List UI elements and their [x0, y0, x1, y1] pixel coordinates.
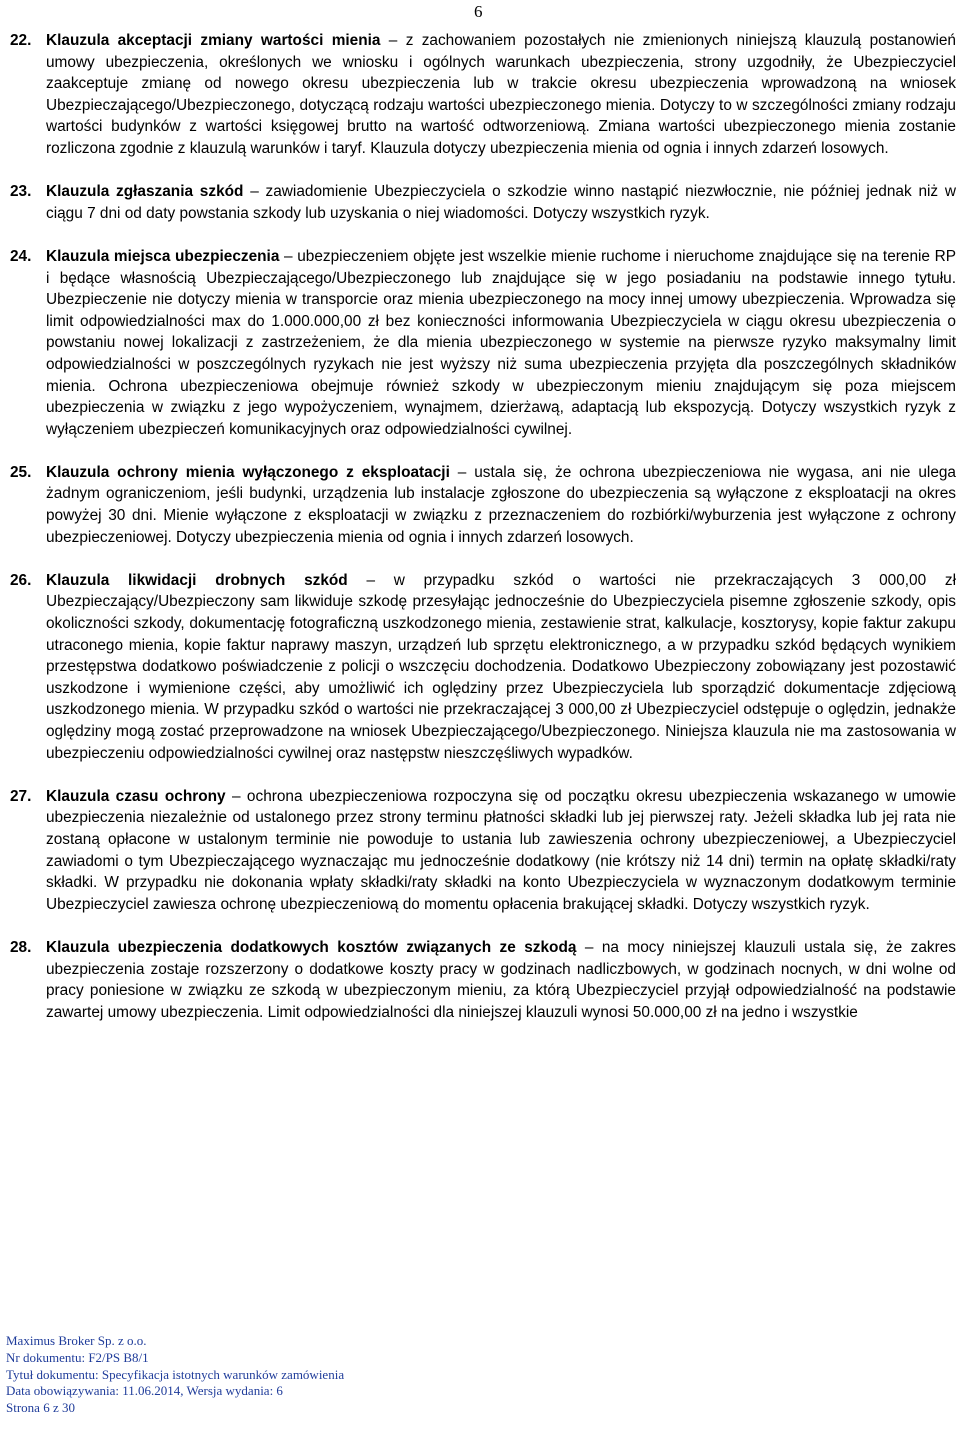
- clause-title: Klauzula likwidacji drobnych szkód: [46, 571, 348, 589]
- clause-list: [10, 30, 956, 1045]
- clause-body: [46, 30, 956, 160]
- clause-text: – na mocy niniejszej klauzuli ustala się, że zakres ubezpieczenia zostaje rozszerzony o dodatkowe koszty pracy w godzinach nadliczbowych, w godzinach nocnych, w dni wolne od pracy poniesione w związku ze szkodą w ubezpieczonym mieniu, za którą Ubezpieczyciel przyjął odpowiedzialność na podstawie zawartej umowy ubezpieczenia. Limit odpowiedzialności dla niniejszej klauzuli wynosi 50.000,00 zł na jedno i wszystkie: [46, 938, 957, 1021]
- footer-effective-date: Data obowiązywania: 11.06.2014, Wersja wydania: 6: [6, 1383, 283, 1399]
- clause-26: [10, 570, 956, 764]
- clause-title: Klauzula akceptacji zmiany wartości mienia: [46, 32, 381, 49]
- clause-title: Klauzula zgłaszania szkód: [46, 183, 244, 201]
- footer-company: Maximus Broker Sp. z o.o.: [6, 1333, 147, 1348]
- clause-body: [46, 246, 956, 440]
- clause-body: [46, 181, 956, 224]
- clause-24: [10, 246, 956, 440]
- clause-number: 26.: [10, 571, 32, 589]
- footer-page: Strona 6 z 30: [6, 1400, 75, 1416]
- clause-text: – ustala się, że ochrona ubezpieczeniowa nie wygasa, ani nie ulega żadnym ograniczeniom, jeśli budynki, urządzenia lub instalacje zgłoszone do ubezpieczenia są wyłączone z eksploatacji na okres powyżej 30 dni. Mienie wyłączone z eksploatacji w związku z przeznaczeniem do rozbiórki/wyburzenia jest wyłączone z ochrony ubezpieczeniowej. Dotyczy ubezpieczenia mienia od ognia i innych zdarzeń losowych.: [46, 463, 956, 546]
- clause-title: Klauzula ochrony mienia wyłączonego z eksploatacji: [46, 463, 450, 481]
- clause-22: [10, 30, 956, 160]
- clause-body: [46, 937, 956, 1023]
- clause-23: [10, 181, 956, 224]
- clause-number: 25.: [10, 463, 32, 481]
- clause-title: Klauzula miejsca ubezpieczenia: [46, 247, 280, 265]
- clause-title: Klauzula czasu ochrony: [46, 787, 226, 805]
- clause-28: [10, 937, 956, 1023]
- document-footer: [6, 1333, 344, 1417]
- clause-25: [10, 462, 956, 548]
- clause-number: 23.: [10, 183, 32, 201]
- clause-body: [46, 570, 956, 764]
- clause-text: – ochrona ubezpieczeniowa rozpoczyna się od początku okresu ubezpieczenia wskazanego w umowie ubezpieczenia niezależnie od ustalonego przez strony terminu płatności składki lub jej pierwszej raty. Jeżeli składka lub jej rata nie zostaną opłacone w ustalonym terminie nie powoduje to ustania lub zawieszenia ochrony ubezpieczeniowej, a Ubezpieczyciel zawiadomi o tym Ubezpieczającego wyznaczając mu jednocześnie dodatkowy (nie krótszy niż 14 dni) termin na opłatę składki/raty składki. W przypadku nie dokonania wpłaty składki/raty składki na konto Ubezpieczyciela w wyznaczonym dodatkowym terminie Ubezpieczyciel zawiesza ochronę ubezpieczeniową do momentu opłacenia brakującej składki. Dotyczy wszystkich ryzyk.: [46, 787, 957, 913]
- clause-number: 22.: [10, 32, 32, 49]
- clause-text: – ubezpieczeniem objęte jest wszelkie mienie ruchome i nieruchome znajdujące się na terenie RP i będące własnością Ubezpieczającego/Ubezpieczonego lub znajdujące się w jego posiadaniu na podstawie innego tytułu. Ubezpieczenie nie dotyczy mienia w transporcie oraz mienia ubezpieczonego na mocy innej umowy ubezpieczenia. Wprowadza się limit odpowiedzialności max do 1.000.000,00 zł bez konieczności informowania Ubezpieczyciela w ciągu okresu ubezpieczenia o powstaniu nowej lokalizacji z zastrzeżeniem, że dla mienia ubezpieczonego w systemie na pierwsze ryzyko maksymalny limit odpowiedzialności w poszczególnych ryzykach nie jest wyższy niż suma ubezpieczenia przyjęta dla poszczególnych składników mienia. Ochrona ubezpieczeniowa obejmuje również szkody w ubezpieczonym mieniu znajdującym się poza miejscem ubezpieczenia w związku z jego wypożyczeniem, wynajmem, dzierżawą, adaptacją lub ekspozycją. Dotyczy wszystkich ryzyk z wyłączeniem ubezpieczeń komunikacyjnych oraz odpowiedzialności cywilnej.: [46, 247, 957, 438]
- page-number: 6: [474, 2, 483, 21]
- clause-number: 28.: [10, 938, 32, 956]
- clause-body: [46, 786, 956, 916]
- footer-doc-number: Nr dokumentu: F2/PS B8/1: [6, 1349, 149, 1365]
- footer-doc-title: Tytuł dokumentu: Specyfikacja istotnych warunków zamówienia: [6, 1366, 345, 1382]
- clause-27: [10, 786, 956, 916]
- clause-text: – zawiadomienie Ubezpieczyciela o szkodzie winno nastąpić niezwłocznie, nie później jednak niż w ciągu 7 dni od daty powstania szkody lub uzyskania o niej wiadomości. Dotyczy wszystkich ryzyk.: [46, 183, 957, 222]
- clause-number: 24.: [10, 247, 32, 265]
- clause-title: Klauzula ubezpieczenia dodatkowych kosztów związanych ze szkodą: [46, 938, 577, 956]
- clause-number: 27.: [10, 787, 32, 805]
- clause-text: – z zachowaniem pozostałych nie zmienionych niniejszą klauzulą postanowień umowy ubezpieczenia, określonych we wniosku i ogólnych warunkach ubezpieczenia, strony uzgodniły, że Ubezpieczyciel zaakceptuje zmianę od nowego okresu ubezpieczenia lub w trakcie okresu ubezpieczenia wprowadzoną na wniosek Ubezpieczającego/Ubezpieczonego, dotyczącą rodzaju wartości ubezpieczonego mienia. Dotyczy to w szczególności zmiany rodzaju wartości budynków z wartości księgowej brutto na wartość odtworzeniową. Zmiana wartości ubezpieczonego mienia zostanie rozliczona zgodnie z klauzulą warunków i taryf. Klauzula dotyczy ubezpieczenia mienia od ognia i innych zdarzeń losowych.: [46, 32, 956, 157]
- clause-body: [46, 462, 956, 548]
- clause-text: – w przypadku szkód o wartości nie przekraczających 3 000,00 zł Ubezpieczający/Ubezpieczony sam likwiduje szkodę przesyłając jednocześnie do Ubezpieczyciela pisemne zgłoszenie szkody, opis okoliczności szkody, dokumentację fotograficzną uszkodzonego mienia, zestawienie strat, kalkulacje, kosztorysy, kopie faktur zakupu utraconego mienia, kopie faktur naprawy maszyn, urządzeń lub sprzętu elektronicznego, a w przypadku szkód będących wynikiem przestępstwa dodatkowo poświadczenie z policji o wszczęciu dochodzenia. Dodatkowo Ubezpieczony zobowiązany jest pozostawić uszkodzone i wymienione części, aby umożliwić ich oględziny przez Ubezpieczyciela lub sporządzić dokumentacje zdjęciową uszkodzonego mienia. W przypadku szkód o wartości nie przekraczającej 3 000,00 zł Ubezpieczyciel odstępuje o oględzin, jednakże oględziny mogą zostać przeprowadzone na wniosek Ubezpieczającego/Ubezpieczonego. Niniejsza klauzula nie ma zastosowania w ubezpieczeniu odpowiedzialności cywilnej oraz następstw nieszczęśliwych wypadków.: [46, 571, 957, 762]
